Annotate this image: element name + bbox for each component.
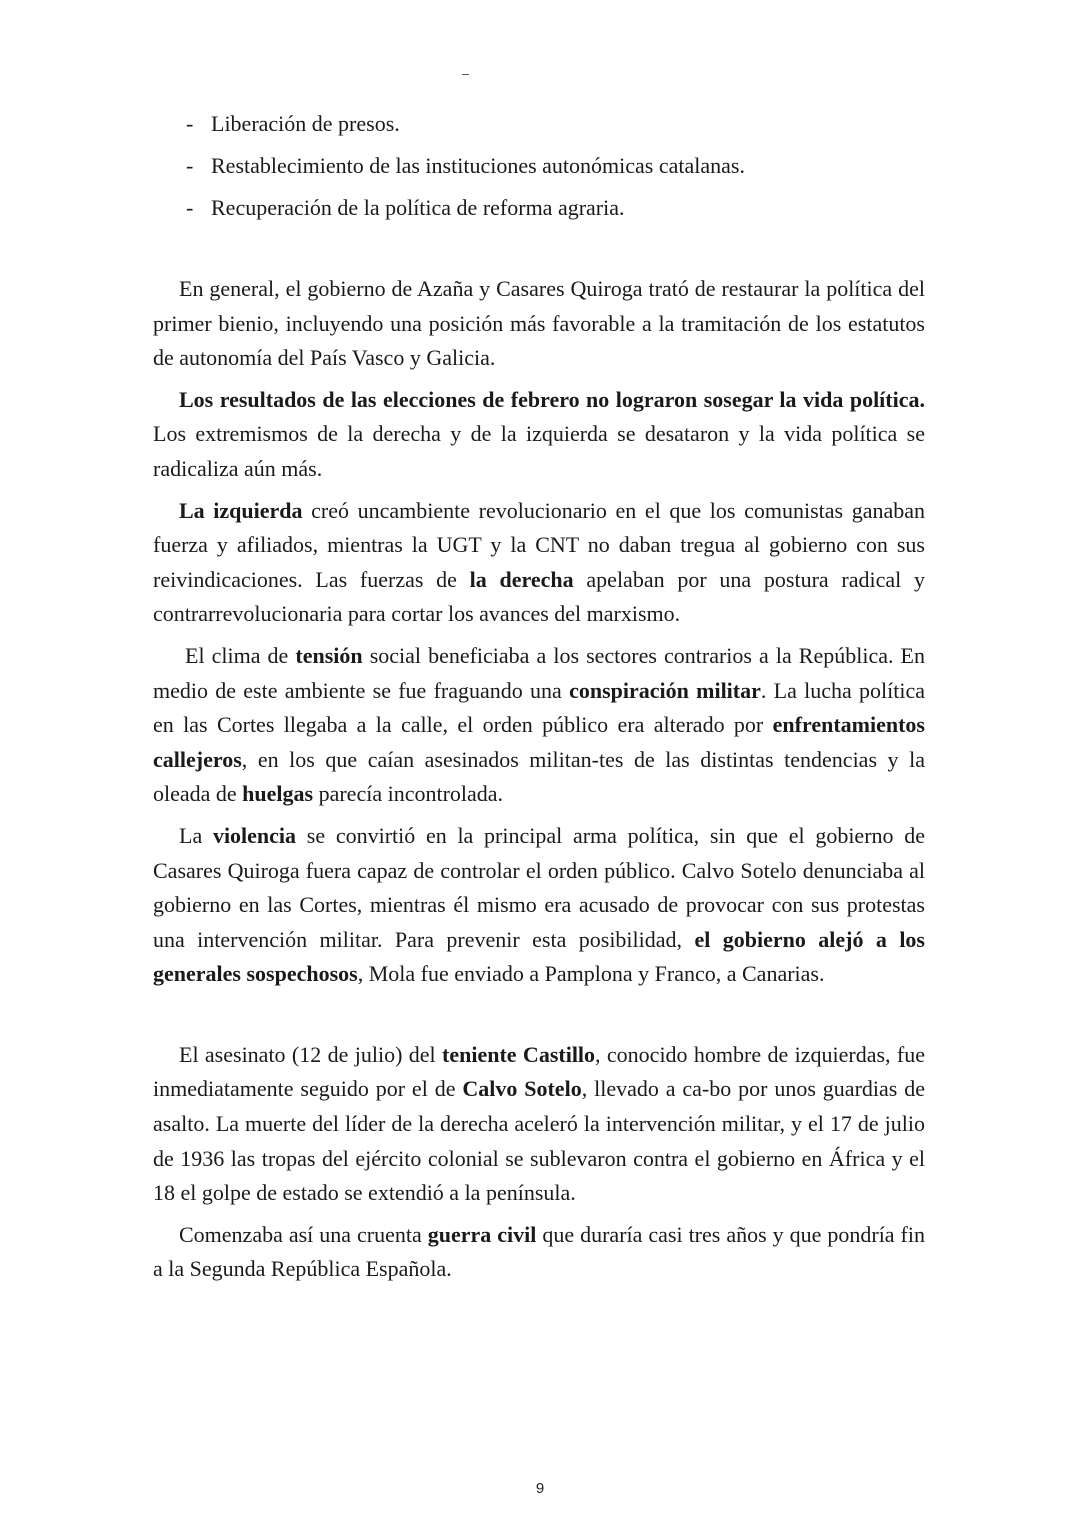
bold-text: La izquierda bbox=[179, 497, 303, 523]
bullet-dash: - bbox=[186, 195, 194, 220]
bold-text: tensión bbox=[295, 642, 363, 668]
bold-text: huelgas bbox=[242, 781, 314, 807]
bold-text: Los resultados de las elecciones de febrero no lograron sosegar la vida política. bbox=[179, 386, 925, 412]
paragraph-text: apelaban por una postura radical y contrarrevolucionaria para cortar los avances del marxismo. bbox=[153, 566, 926, 627]
bullet-dash: - bbox=[186, 111, 194, 136]
bullet-list bbox=[153, 103, 933, 229]
list-item bbox=[153, 187, 933, 229]
list-item bbox=[153, 103, 933, 145]
paragraph-text: En general, el gobierno de Azaña y Casares Quiroga trató de restaurar la política del primer bienio, incluyendo una posición más favorable a la tramitación de los estatutos de autonomía del País Vasco y Galicia. bbox=[153, 276, 925, 371]
bold-text: teniente Castillo bbox=[442, 1041, 596, 1067]
paragraph-asesinato bbox=[153, 1038, 925, 1211]
paragraph-izquierda bbox=[153, 494, 925, 632]
paragraph-text: que duraría casi tres años y que pondría fin a la Segunda República Española. bbox=[153, 1221, 925, 1282]
paragraph-text: El asesinato (12 de julio) del bbox=[179, 1041, 443, 1067]
bold-text: la derecha bbox=[469, 566, 574, 592]
paragraph-resultados bbox=[153, 383, 925, 487]
page-number: 9 bbox=[535, 1480, 545, 1497]
bold-text: el gobierno alejó a los generales sospechosos bbox=[153, 926, 925, 987]
bullet-text: Recuperación de la política de reforma agraria. bbox=[211, 195, 625, 220]
body-text bbox=[153, 272, 925, 1294]
bold-text: guerra civil bbox=[427, 1221, 537, 1247]
paragraph-text: , Mola fue enviado a Pamplona y Franco, a Canarias. bbox=[357, 961, 825, 987]
paragraph-text: , en los que caían asesinados militan-tes de las distintas tendencias y la oleada de bbox=[153, 746, 925, 807]
paragraph-general bbox=[153, 272, 925, 376]
paragraph-text: Los extremismos de la derecha y de la izquierda se desataron y la vida política se radicaliza aún más. bbox=[153, 421, 925, 481]
paragraph-text: se convirtió en la principal arma política, sin que el gobierno de Casares Quiroga fuera capaz de controlar el orden público. Calvo Sotelo denunciaba al gobierno en las Cortes, mientras él mismo era acusado de provocar con sus protestas una intervención militar. Para prevenir esta posibilidad, bbox=[153, 822, 926, 952]
top-mark bbox=[462, 74, 469, 75]
bold-text: conspiración militar bbox=[569, 677, 761, 703]
list-item bbox=[153, 145, 933, 187]
bold-text: Calvo Sotelo bbox=[462, 1076, 582, 1102]
paragraph-text: . La lucha política en las Cortes llegaba a la calle, el orden público era alterado por bbox=[153, 677, 926, 738]
paragraph-text: La bbox=[179, 822, 213, 848]
paragraph-text: , conocido hombre de izquierdas, fue inmediatamente seguido por el de bbox=[153, 1041, 925, 1102]
bold-text: violencia bbox=[212, 822, 297, 848]
bullet-dash: - bbox=[186, 153, 194, 178]
paragraph-text: , llevado a ca-bo por unos guardias de asalto. La muerte del líder de la derecha aceleró la intervención militar, y el 17 de julio de 1936 las tropas del ejército colonial se sublevaron contra el gobierno en África y el 18 el golpe de estado se extendió a la península. bbox=[153, 1076, 925, 1206]
paragraph-text: creó uncambiente revolucionario en el que los comunistas ganaban fuerza y afiliados, mientras la UGT y la CNT no daban tregua al gobierno con sus reivindicaciones. Las fuerzas de bbox=[153, 497, 925, 592]
paragraph-text: social beneficiaba a los sectores contrarios a la República. En medio de este ambiente se fue fraguando una bbox=[153, 642, 925, 703]
paragraph-text: Comenzaba así una cruenta bbox=[179, 1221, 428, 1247]
paragraph-text: parecía incontrolada. bbox=[313, 781, 504, 807]
paragraph-guerra bbox=[153, 1218, 925, 1287]
bold-text: enfrentamientos callejeros bbox=[153, 712, 925, 772]
bullet-text: Restablecimiento de las instituciones autonómicas catalanas. bbox=[211, 153, 745, 178]
bullet-text: Liberación de presos. bbox=[211, 111, 400, 136]
paragraph-text: El clima de bbox=[185, 642, 296, 668]
paragraph-violencia bbox=[153, 819, 925, 992]
paragraph-tension bbox=[153, 639, 925, 812]
